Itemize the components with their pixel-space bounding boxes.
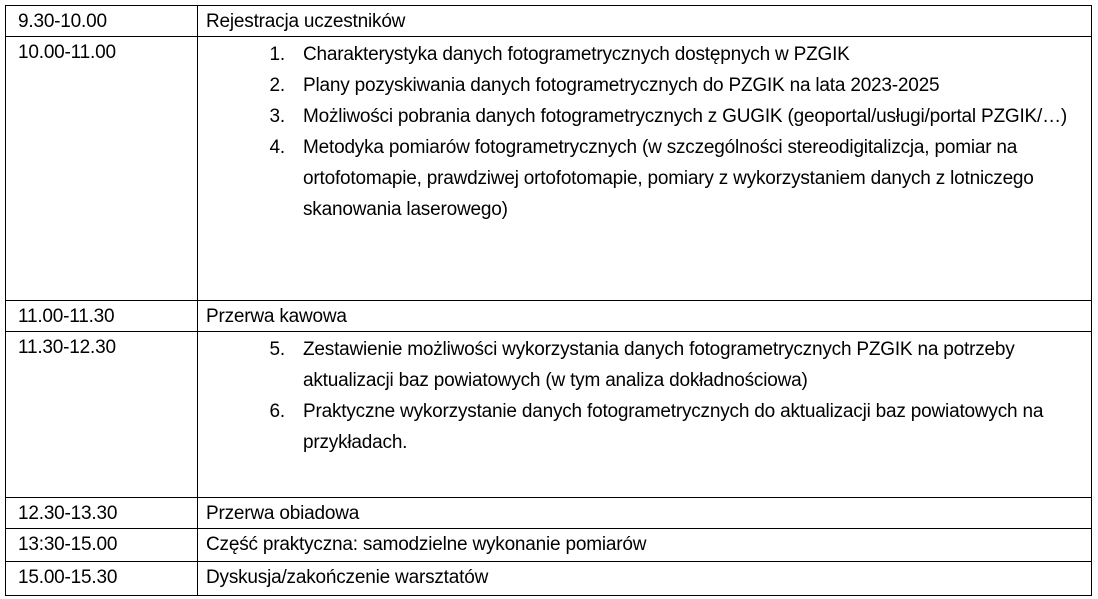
activity-cell: [198, 37, 1092, 301]
activity-cell: Rejestracja uczestników: [198, 6, 1092, 37]
time-cell: 13:30-15.00: [6, 529, 198, 562]
time-cell: 9.30-10.00: [6, 6, 198, 37]
activity-cell: [198, 332, 1092, 498]
table-row: [6, 301, 1092, 332]
list-item: [206, 334, 1083, 396]
time-cell: 12.30-13.30: [6, 498, 198, 529]
list-item: [206, 132, 1083, 225]
list-item: [206, 70, 1083, 101]
list-item: [206, 396, 1083, 458]
item-text: Metodyka pomiarów fotogrametrycznych (w szczególności stereodigitalizcja, pomiar na ortofotomapie, prawdziwej ortofotomapie, pomiary z wykorzystaniem danych z lotniczego skanowania laserowego): [303, 137, 1034, 220]
agenda-list: [206, 334, 1083, 458]
time-cell: 11.30-12.30: [6, 332, 198, 498]
agenda-list: [206, 39, 1083, 225]
activity-cell: Dyskusja/zakończenie warsztatów: [198, 562, 1092, 596]
item-text: Plany pozyskiwania danych fotogrametrycznych do PZGIK na lata 2023-2025: [303, 75, 940, 96]
time-cell: 10.00-11.00: [6, 37, 198, 301]
item-number: 3.: [269, 106, 285, 127]
activity-cell: Przerwa kawowa: [198, 301, 1092, 332]
activity-cell: Przerwa obiadowa: [198, 498, 1092, 529]
item-number: 2.: [269, 75, 285, 96]
table-row: [6, 562, 1092, 596]
table-row: [6, 37, 1092, 301]
time-cell: 11.00-11.30: [6, 301, 198, 332]
list-item: [206, 39, 1083, 70]
item-number: 6.: [269, 401, 285, 422]
table-row: [6, 529, 1092, 562]
time-cell: 15.00-15.30: [6, 562, 198, 596]
list-item: [206, 101, 1083, 132]
item-text: Możliwości pobrania danych fotogrametrycznych z GUGIK (geoportal/usługi/portal PZGIK/…): [303, 106, 1068, 127]
item-number: 5.: [269, 339, 285, 360]
item-text: Zestawienie możliwości wykorzystania danych fotogrametrycznych PZGIK na potrzeby aktualizacji baz powiatowych (w tym analiza dokładnościowa): [303, 339, 1015, 391]
item-number: 1.: [269, 44, 285, 65]
item-text: Charakterystyka danych fotogrametrycznych dostępnych w PZGIK: [303, 44, 850, 65]
table-row: [6, 332, 1092, 498]
table-row: [6, 498, 1092, 529]
activity-cell: Część praktyczna: samodzielne wykonanie pomiarów: [198, 529, 1092, 562]
item-number: 4.: [269, 137, 285, 158]
item-text: Praktyczne wykorzystanie danych fotogrametrycznych do aktualizacji baz powiatowych na przykładach.: [303, 401, 1044, 453]
table-row: [6, 6, 1092, 37]
agenda-table: [5, 5, 1092, 596]
